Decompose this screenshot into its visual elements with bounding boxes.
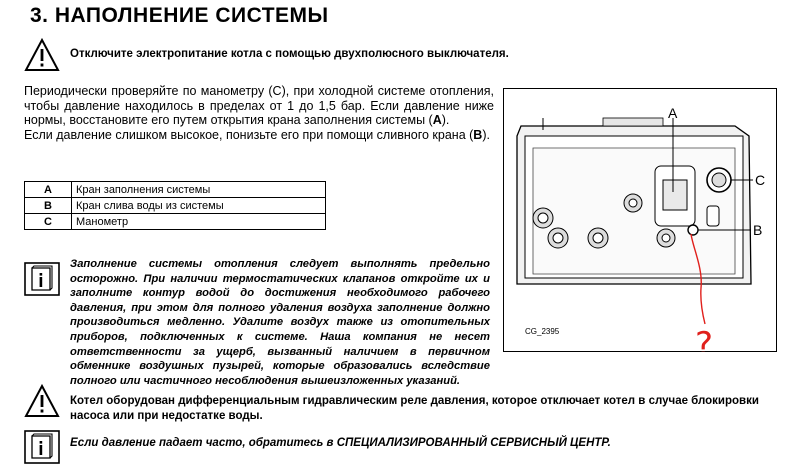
note-service-center: Если давление падает часто, обратитесь в СПЕЦИАЛИЗИРОВАННЫЙ СЕРВИСНЫЙ ЦЕНТР. [70,437,611,449]
warning-triangle-icon [24,38,60,72]
warning-triangle-icon [24,384,60,418]
legend-key: C [25,214,72,230]
table-row [25,214,326,230]
legend-label: Кран слива воды из системы [72,198,326,214]
legend-key: B [25,198,72,214]
info-book-icon [24,262,60,296]
warning-text-power: Отключите электропитание котла с помощью двухполюсного выключателя. [70,48,509,60]
legend-label: Кран заполнения системы [72,182,326,198]
handwritten-question-mark: ? [695,325,714,352]
legend-label: Манометр [72,214,326,230]
info-book-icon [24,430,60,464]
page-title: 3. НАПОЛНЕНИЕ СИСТЕМЫ [30,4,329,27]
figure-code: CG_2395 [525,327,560,336]
label-a: A [668,105,678,121]
boiler-diagram [503,88,777,352]
legend-key: A [25,182,72,198]
table-row [25,182,326,198]
note-filling-caution: Заполнение системы отопления следует выполнять предельно осторожно. При наличии термостатических клапанов откройте их и заполните контур водой до достижения необходимого рабочего давления, при этом для полного удаления воздуха заполнение должно производиться медленно. Удалите воздух также из отопительных приборов, подключенных к системе. Наша компания не несет ответственности за ущерб, вызванный наличием в первичном обменнике воздушных пузырей, которые образовались вследствие полного или частичного несоблюдения вышеизложенных указаний. [70,258,490,387]
label-c: C [755,172,766,188]
label-b: B [753,222,763,238]
note-pressure-relay: Котел оборудован дифференциальным гидравлическим реле давления, которое отключает котел в случае блокировки насоса или при недостатке воды. [70,395,759,422]
table-row [25,198,326,214]
intro-paragraph: Периодически проверяйте по манометру (С), при холодной системе отопления, чтобы давление находилось в пределах от 1 до 1,5 бар. Если давление ниже нормы, восстановите его путем открытия крана заполнения системы (А). Если давление слишком высокое, понизьте его при помощи сливного крана (В). [24,84,494,142]
legend-table [24,181,326,230]
